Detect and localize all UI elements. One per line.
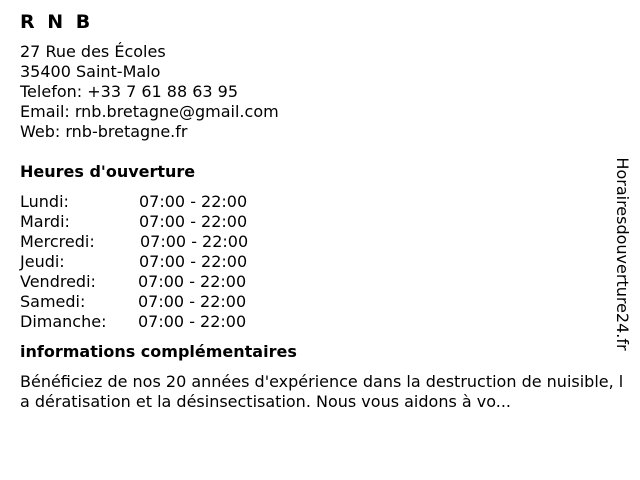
time-range: 07:00 - 22:00 xyxy=(138,292,247,311)
additional-info-text: Bénéficiez de nos 20 années d'expérience dans la destruction de nuisible, la dératisation et la désinsectisation. Nous vous aidons à vo... xyxy=(20,372,624,411)
additional-info-heading: informations complémentaires xyxy=(20,342,297,361)
hours-row-sunday xyxy=(20,312,620,332)
site-watermark xyxy=(602,136,640,372)
hours-row-wednesday xyxy=(20,232,620,252)
time-range: 07:00 - 22:00 xyxy=(138,312,247,331)
day-label: Samedi: xyxy=(20,292,86,311)
hours-row-monday xyxy=(20,192,620,212)
watermark-text: Horairesdouverture24.fr xyxy=(613,157,632,351)
business-name: R N B xyxy=(20,11,94,33)
opening-hours-table xyxy=(20,192,620,332)
hours-row-thursday xyxy=(20,252,620,272)
day-label: Lundi: xyxy=(20,192,69,211)
opening-hours-heading: Heures d'ouverture xyxy=(20,162,196,181)
hours-row-tuesday xyxy=(20,212,620,232)
phone-line: Telefon: +33 7 61 88 63 95 xyxy=(20,82,239,101)
time-range: 07:00 - 22:00 xyxy=(140,232,249,251)
web-line: Web: rnb-bretagne.fr xyxy=(20,122,188,141)
hours-row-friday xyxy=(20,272,620,292)
email-line: Email: rnb.bretagne@gmail.com xyxy=(20,102,279,121)
day-label: Dimanche: xyxy=(20,312,107,331)
day-label: Mardi: xyxy=(20,212,70,231)
address-street: 27 Rue des Écoles xyxy=(20,42,166,61)
time-range: 07:00 - 22:00 xyxy=(139,192,248,211)
time-range: 07:00 - 22:00 xyxy=(139,212,248,231)
day-label: Mercredi: xyxy=(20,232,95,251)
time-range: 07:00 - 22:00 xyxy=(139,252,248,271)
day-label: Jeudi: xyxy=(20,252,65,271)
hours-row-saturday xyxy=(20,292,620,312)
address-city: 35400 Saint-Malo xyxy=(20,62,161,81)
time-range: 07:00 - 22:00 xyxy=(138,272,247,291)
day-label: Vendredi: xyxy=(20,272,96,291)
